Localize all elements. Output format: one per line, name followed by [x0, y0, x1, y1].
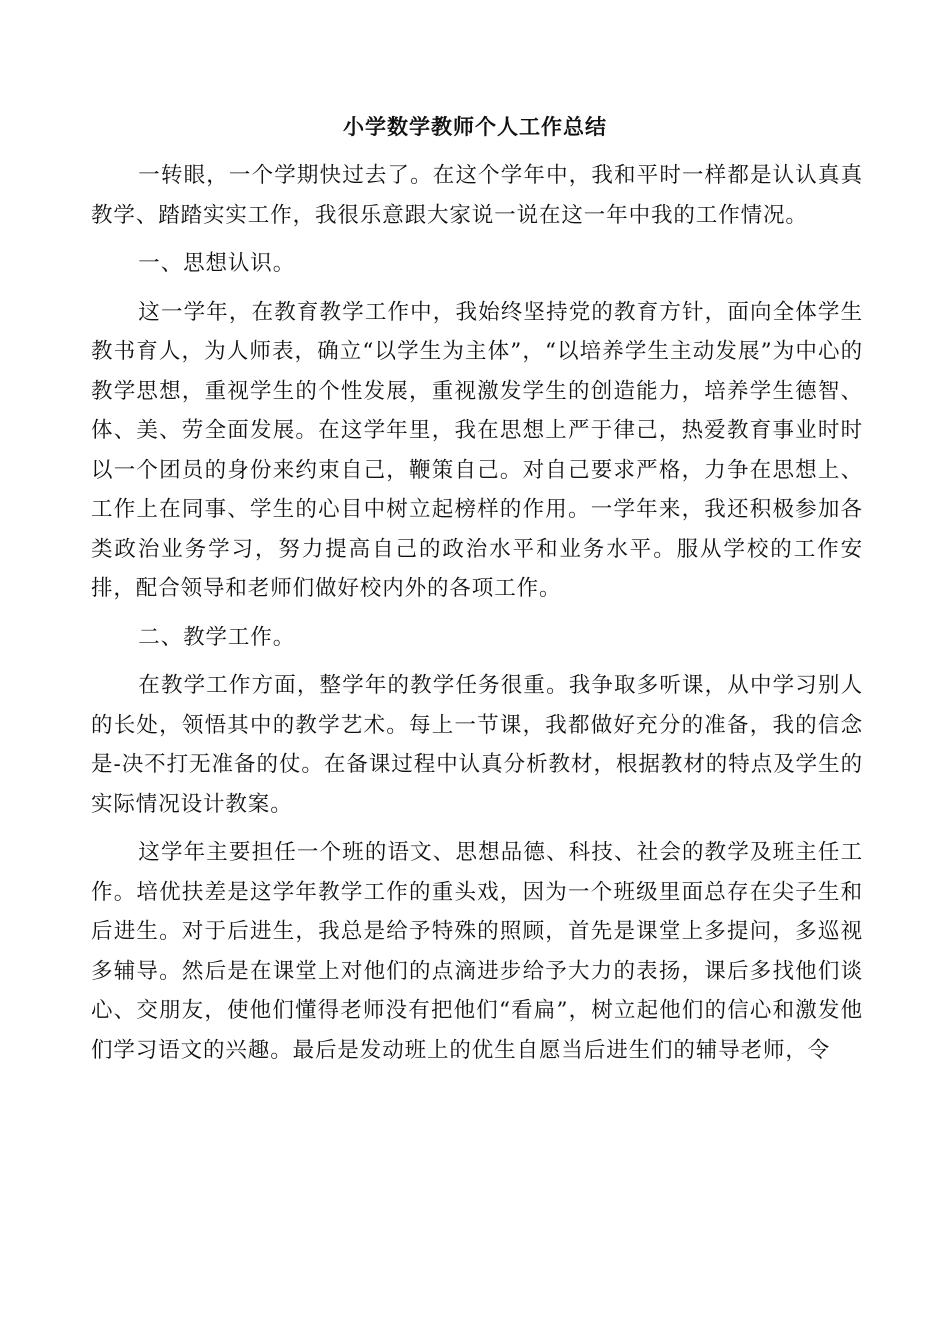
document-title: 小学数学教师个人工作总结 [343, 114, 607, 139]
intro-paragraph: 一转眼，一个学期快过去了。在这个学年中，我和平时一样都是认认真真教学、踏踏实实工作，我很乐意跟大家说一说在这一年中我的工作情况。 [91, 163, 863, 228]
section-heading-teaching: 二、教学工作。 [138, 624, 296, 650]
section-heading-thought: 一、思想认识。 [138, 251, 296, 276]
document-body [91, 156, 863, 1070]
teaching-paragraph: 在教学工作方面，整学年的教学任务很重。我争取多听课，从中学习别人的长处，领悟其中的教学艺术。每上一节课，我都做好充分的准备，我的信念是-决不打无准备的仗。在备课过程中认真分析教材，根据教材的特点及学生的实际情况设计教案。 [91, 673, 863, 817]
class-work-paragraph: 这学年主要担任一个班的语文、思想品德、科技、社会的教学及班主任工作。培优扶差是这学年教学工作的重头戏，因为一个班级里面总存在尖子生和后进生。对于后进生，我总是给予特殊的照顾，首先是课堂上多提问，多巡视多辅导。然后是在课堂上对他们的点滴进步给予大力的表扬，课后多找他们谈心、交朋友，使他们懂得老师没有把他们“看扁”，树立起他们的信心和激发他们学习语文的兴趣。最后是发动班上的优生自愿当后进生们的辅导老师，令 [91, 840, 863, 1063]
thought-paragraph: 这一学年，在教育教学工作中，我始终坚持党的教育方针，面向全体学生教书育人，为人师表，确立“以学生为主体”，“以培养学生主动发展”为中心的教学思想，重视学生的个性发展，重视激发学生的创造能力，培养学生德智、体、美、劳全面发展。在这学年里，我在思想上严于律己，热爱教育事业时时以一个团员的身份来约束自己，鞭策自己。对自己要求严格，力争在思想上、工作上在同事、学生的心目中树立起榜样的作用。一学年来，我还积极参加各类政治业务学习，努力提高自己的政治水平和业务水平。服从学校的工作安排，配合领导和老师们做好校内外的各项工作。 [91, 299, 863, 601]
